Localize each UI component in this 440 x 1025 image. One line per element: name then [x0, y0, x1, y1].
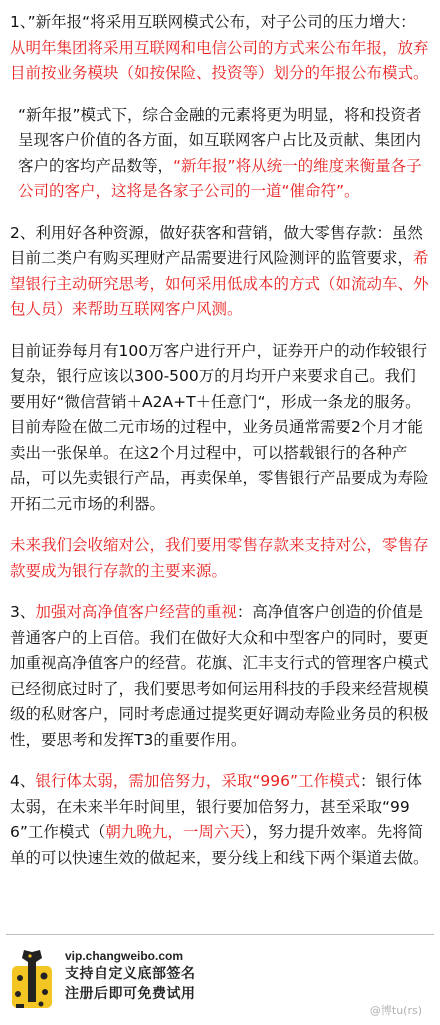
paragraph-7-span-4: 朝九晚九，一周六天 — [105, 823, 245, 841]
paragraph-4-span-1: 目前证券每月有100万客户进行开户，证券开户的动作较银行复杂，银行应该以300-500万的月均开户来要求自己。我们要用好“微信营销＋A2A+T＋任意门“，形成一条龙的服务。目前寿险在做二元市场的过程中，业务员通常需要2个月才能卖出一张保单。在这2个月过程中，可以搭载银行的各种产品，可以先卖银行产品，再卖保单，零售银行产品要成为寿险开拓二元市场的利器。 — [10, 341, 429, 513]
footer-text-block — [65, 948, 196, 1004]
paragraph-5 — [10, 533, 430, 584]
paragraph-7-span-1: 4、 — [10, 772, 36, 790]
signature-footer — [0, 934, 440, 1025]
paragraph-6 — [10, 600, 430, 753]
paragraph-6-span-2: 加强对高净值客户经营的重视 — [35, 603, 237, 621]
paragraph-6-span-1: 3、 — [10, 603, 36, 621]
paragraph-1-span-1: 1、”新年报“将采用互联网模式公布，对子公司的压力增大： — [10, 13, 416, 31]
paragraph-3-span-1: 2、利用好各种资源，做好获客和营销，做大零售存款：虽然目前二类户有购买理财产品需要进行风险测评的监管要求， — [10, 223, 423, 267]
paragraph-7-span-3: ：银行体太弱，在未来半年时间里，银行要加倍努力，甚至采取“996”工作模式（ — [10, 772, 423, 841]
paragraph-1-span-2: 从明年集团将采用互联网和电信公司的方式来公布年报，放弃目前按业务模块（如按保险、投资等）划分的年报公布模式。 — [10, 38, 429, 82]
footer-url[interactable]: vip.changweibo.com — [65, 949, 184, 963]
watermark: @博tu(rs) — [369, 1004, 422, 1017]
paragraph-1 — [10, 10, 430, 87]
paragraph-2-span-1: “新年报”模式下，综合金融的元素将更为明显，将和投资者呈现客户价值的各方面，如互联网客户占比及贡献、集团内客户的客均产品数等， — [18, 105, 422, 175]
paragraph-7-span-5: ），努力提升效率。先将简单的可以快速生效的做起来，要分线上和线下两个渠道去做。 — [10, 823, 429, 867]
paragraph-3 — [10, 221, 430, 323]
paragraph-5-span-1: 未来我们会收缩对公，我们要用零售存款来支持对公，零售存款要成为银行存款的主要来源。 — [10, 536, 429, 580]
paragraph-2-span-2: “新年报”将从统一的维度来衡量各子公司的客户，这将是各家子公司的一道“催命符”。 — [18, 156, 422, 200]
giraffe-logo-icon — [10, 948, 54, 1010]
paragraph-7-span-2: 银行体太弱，需加倍努力，采取“996”工作模式 — [35, 772, 361, 790]
footer-divider — [6, 934, 434, 935]
footer-slogan-2: 注册后即可免费试用 — [65, 986, 196, 1002]
paragraph-2 — [10, 103, 430, 205]
paragraph-7 — [10, 769, 430, 871]
paragraph-4 — [10, 339, 430, 518]
footer-slogan-1: 支持自定义底部签名 — [65, 966, 196, 982]
paragraph-3-span-2: 希望银行主动研究思考，如何采用低成本的方式（如流动车、外包人员）来帮助互联网客户风测。 — [10, 249, 429, 318]
paragraph-6-span-3: ：高净值客户创造的价值是普通客户的上百倍。我们在做好大众和中型客户的同时，要更加重视高净值客户的经营。花旗、汇丰支行式的管理客户模式已经彻底过时了，我们要思考如何运用科技的手段来经营规模级的私财客户，同时考虑通过提奖更好调动寿险业务员的积极性，要思考和发挥T3的重要作用。 — [10, 603, 429, 749]
article-body — [10, 10, 430, 871]
